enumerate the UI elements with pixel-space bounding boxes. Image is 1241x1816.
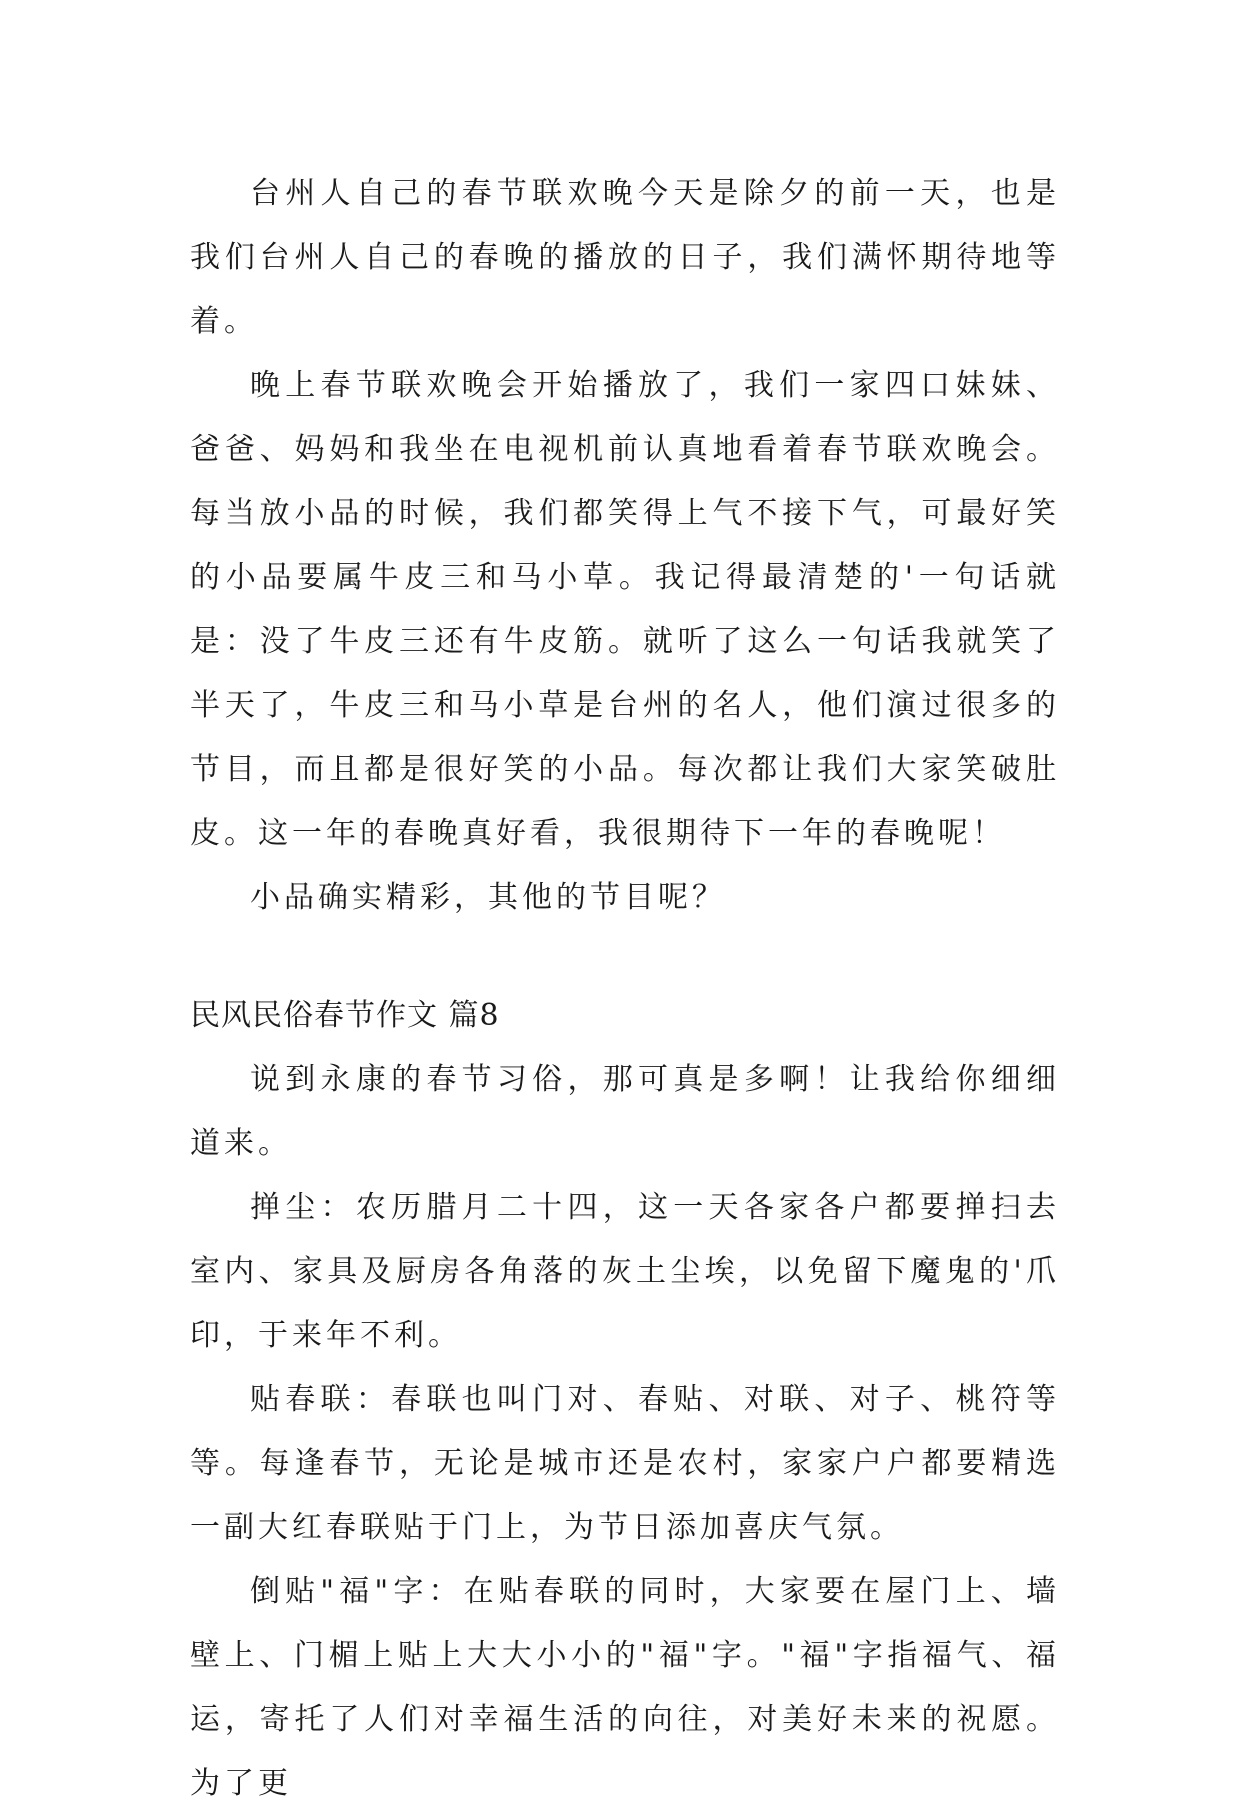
paragraph-dusting: 掸尘：农历腊月二十四，这一天各家各户都要掸扫去室内、家具及厨房各角落的灰土尘埃，以免留下魔鬼的'爪印，于来年不利。 — [190, 1190, 1060, 1353]
paragraph-skits-question: 小品确实精彩，其他的节目呢？ — [250, 880, 726, 915]
document-body — [190, 162, 1060, 1816]
paragraph-spring-gala-intro: 台州人自己的春节联欢晚今天是除夕的前一天，也是我们台州人自己的春晚的播放的日子，我们满怀期待地等着。 — [190, 176, 1060, 339]
paragraph-spring-couplets: 贴春联：春联也叫门对、春贴、对联、对子、桃符等等。每逢春节，无论是城市还是农村，家家户户都要精选一副大红春联贴于门上，为节日添加喜庆气氛。 — [190, 1382, 1060, 1545]
paragraph-spring-gala-watching: 晚上春节联欢晚会开始播放了，我们一家四口妹妹、爸爸、妈妈和我坐在电视机前认真地看着春节联欢晚会。每当放小品的时候，我们都笑得上气不接下气，可最好笑的小品要属牛皮三和马小草。我记得最清楚的'一句话就是：没了牛皮三还有牛皮筋。就听了这么一句话我就笑了半天了，牛皮三和马小草是台州的名人，他们演过很多的节目，而且都是很好笑的小品。每次都让我们大家笑破肚皮。这一年的春晚真好看，我很期待下一年的春晚呢！ — [190, 368, 1060, 851]
section-title: 民风民俗春节作文 篇8 — [190, 998, 500, 1033]
paragraph-yongkang-customs-intro: 说到永康的春节习俗，那可真是多啊！让我给你细细道来。 — [190, 1062, 1060, 1161]
paragraph-fu-character: 倒贴"福"字：在贴春联的同时，大家要在屋门上、墙壁上、门楣上贴上大大小小的"福"字。"福"字指福气、福运，寄托了人们对幸福生活的向往，对美好未来的祝愿。为了更 — [190, 1574, 1060, 1801]
